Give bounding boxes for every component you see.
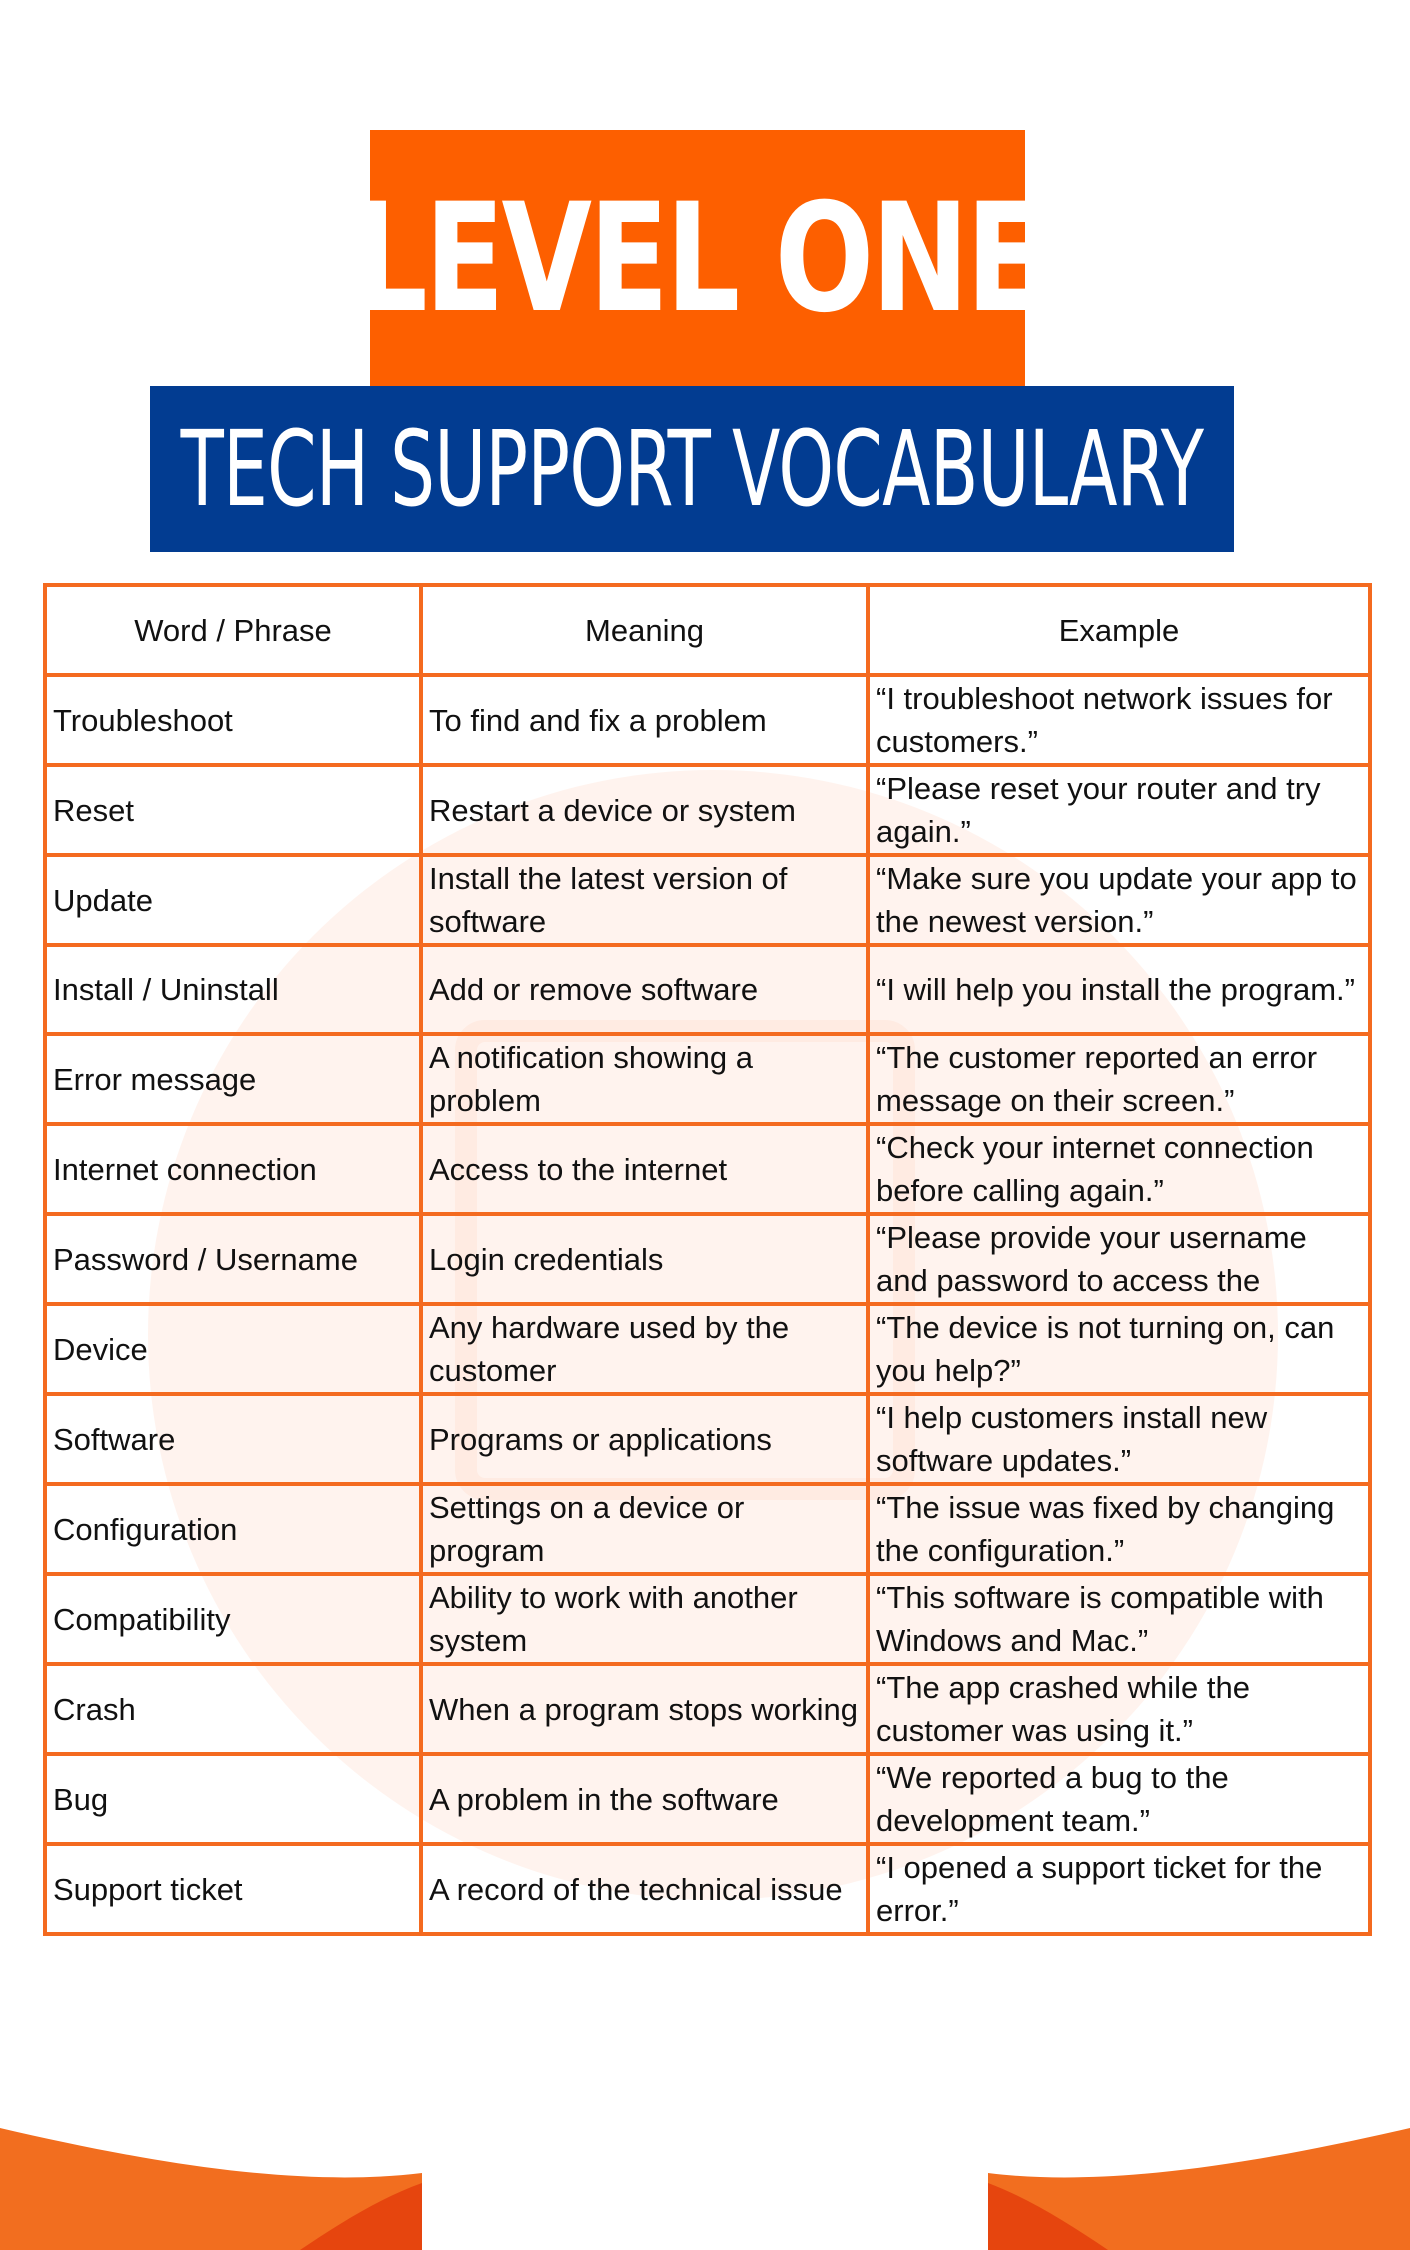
meaning-cell xyxy=(421,675,868,765)
example-cell-text: “The device is not turning on, can you help?” xyxy=(876,1310,1335,1388)
word-cell-text: Crash xyxy=(53,1691,136,1727)
meaning-cell-text: A record of the technical issue xyxy=(429,1871,843,1907)
example-cell xyxy=(868,1754,1370,1844)
meaning-cell xyxy=(421,1574,868,1664)
subtitle: TECH SUPPORT VOCABULARY xyxy=(180,408,1204,530)
meaning-cell-text: A notification showing a problem xyxy=(429,1040,753,1118)
column-header-meaning: Meaning xyxy=(421,585,868,675)
word-cell-text: Internet connection xyxy=(53,1151,317,1187)
word-cell xyxy=(45,1304,421,1394)
word-cell-text: Compatibility xyxy=(53,1601,231,1637)
table-row xyxy=(45,1394,1370,1484)
table-row xyxy=(45,1214,1370,1304)
example-cell-text: “Please provide your username and password to access the xyxy=(876,1220,1307,1298)
example-cell xyxy=(868,765,1370,855)
example-cell xyxy=(868,1124,1370,1214)
example-cell xyxy=(868,1664,1370,1754)
meaning-cell-text: Access to the internet xyxy=(429,1151,728,1187)
example-cell xyxy=(868,1844,1370,1934)
word-cell xyxy=(45,1664,421,1754)
meaning-cell-text: When a program stops working xyxy=(429,1691,859,1727)
meaning-cell xyxy=(421,855,868,945)
example-cell xyxy=(868,1484,1370,1574)
word-cell xyxy=(45,1214,421,1304)
table-row xyxy=(45,1664,1370,1754)
meaning-cell-text: Any hardware used by the customer xyxy=(429,1310,790,1388)
meaning-cell xyxy=(421,1124,868,1214)
word-cell-text: Software xyxy=(53,1421,176,1457)
example-cell-text: “Check your internet connection before calling again.” xyxy=(876,1130,1314,1208)
table-row xyxy=(45,1124,1370,1214)
example-cell-text: “The issue was fixed by changing the configuration.” xyxy=(876,1490,1335,1568)
example-cell-text: “We reported a bug to the development team.” xyxy=(876,1760,1229,1838)
word-cell-text: Password / Username xyxy=(53,1241,358,1277)
meaning-cell xyxy=(421,945,868,1034)
corner-wave-right xyxy=(988,2128,1410,2250)
table-row xyxy=(45,765,1370,855)
table-header-row xyxy=(45,585,1370,675)
word-cell xyxy=(45,945,421,1034)
word-cell-text: Reset xyxy=(53,792,134,828)
word-cell xyxy=(45,1124,421,1214)
meaning-cell xyxy=(421,1394,868,1484)
example-cell-text: “Please reset your router and try again.” xyxy=(876,771,1321,849)
meaning-cell-text: To find and fix a problem xyxy=(429,702,767,738)
example-cell xyxy=(868,1034,1370,1124)
meaning-cell-text: Install the latest version of software xyxy=(429,861,788,939)
example-cell xyxy=(868,675,1370,765)
column-header-word: Word / Phrase xyxy=(45,585,421,675)
table-body xyxy=(45,675,1370,1934)
level-title: LEVEL ONE xyxy=(352,172,1043,346)
meaning-cell xyxy=(421,1664,868,1754)
example-cell-text: “I opened a support ticket for the error.” xyxy=(876,1850,1323,1928)
example-cell-text: “I troubleshoot network issues for customers.” xyxy=(876,681,1333,759)
word-cell xyxy=(45,765,421,855)
word-cell-text: Support ticket xyxy=(53,1871,243,1907)
vocabulary-table xyxy=(43,583,1372,1936)
level-banner xyxy=(352,130,1043,388)
meaning-cell xyxy=(421,1844,868,1934)
example-cell-text: “Make sure you update your app to the newest version.” xyxy=(876,861,1357,939)
meaning-cell-text: A problem in the software xyxy=(429,1781,779,1817)
meaning-cell xyxy=(421,765,868,855)
word-cell-text: Troubleshoot xyxy=(53,702,233,738)
example-cell xyxy=(868,1214,1370,1304)
meaning-cell-text: Add or remove software xyxy=(429,972,759,1007)
word-cell xyxy=(45,1574,421,1664)
table-row xyxy=(45,1574,1370,1664)
meaning-cell xyxy=(421,1034,868,1124)
example-cell-text: “This software is compatible with Windows and Mac.” xyxy=(876,1580,1324,1658)
word-cell-text: Device xyxy=(53,1331,148,1367)
table-row xyxy=(45,1034,1370,1124)
example-cell-text: “The app crashed while the customer was using it.” xyxy=(876,1670,1250,1748)
word-cell xyxy=(45,1844,421,1934)
table-row xyxy=(45,855,1370,945)
word-cell-text: Bug xyxy=(53,1781,109,1817)
example-cell xyxy=(868,945,1370,1034)
column-header-example: Example xyxy=(868,585,1370,675)
example-cell-text: “I help customers install new software updates.” xyxy=(876,1400,1268,1478)
table-row xyxy=(45,1844,1370,1934)
word-cell xyxy=(45,675,421,765)
word-cell xyxy=(45,1034,421,1124)
meaning-cell xyxy=(421,1754,868,1844)
meaning-cell xyxy=(421,1214,868,1304)
word-cell xyxy=(45,1754,421,1844)
corner-wave-left xyxy=(0,2128,422,2250)
word-cell xyxy=(45,855,421,945)
table-row xyxy=(45,945,1370,1034)
meaning-cell-text: Login credentials xyxy=(429,1241,664,1277)
word-cell xyxy=(45,1484,421,1574)
word-cell xyxy=(45,1394,421,1484)
meaning-cell xyxy=(421,1484,868,1574)
example-cell xyxy=(868,1304,1370,1394)
word-cell-text: Update xyxy=(53,882,153,918)
meaning-cell-text: Settings on a device or program xyxy=(429,1490,745,1568)
word-cell-text: Error message xyxy=(53,1061,257,1097)
meaning-cell-text: Ability to work with another system xyxy=(429,1580,798,1658)
meaning-cell xyxy=(421,1304,868,1394)
table-row xyxy=(45,1754,1370,1844)
word-cell-text: Configuration xyxy=(53,1511,238,1547)
table-row xyxy=(45,1304,1370,1394)
example-cell-text: “The customer reported an error message on their screen.” xyxy=(876,1040,1318,1118)
example-cell-text: “I will help you install the program.” xyxy=(876,972,1355,1007)
example-cell xyxy=(868,1394,1370,1484)
word-cell-text: Install / Uninstall xyxy=(53,972,279,1007)
example-cell xyxy=(868,855,1370,945)
example-cell xyxy=(868,1574,1370,1664)
meaning-cell-text: Restart a device or system xyxy=(429,792,796,828)
table-row xyxy=(45,1484,1370,1574)
subtitle-banner xyxy=(150,386,1234,552)
meaning-cell-text: Programs or applications xyxy=(429,1421,772,1457)
table-row xyxy=(45,675,1370,765)
